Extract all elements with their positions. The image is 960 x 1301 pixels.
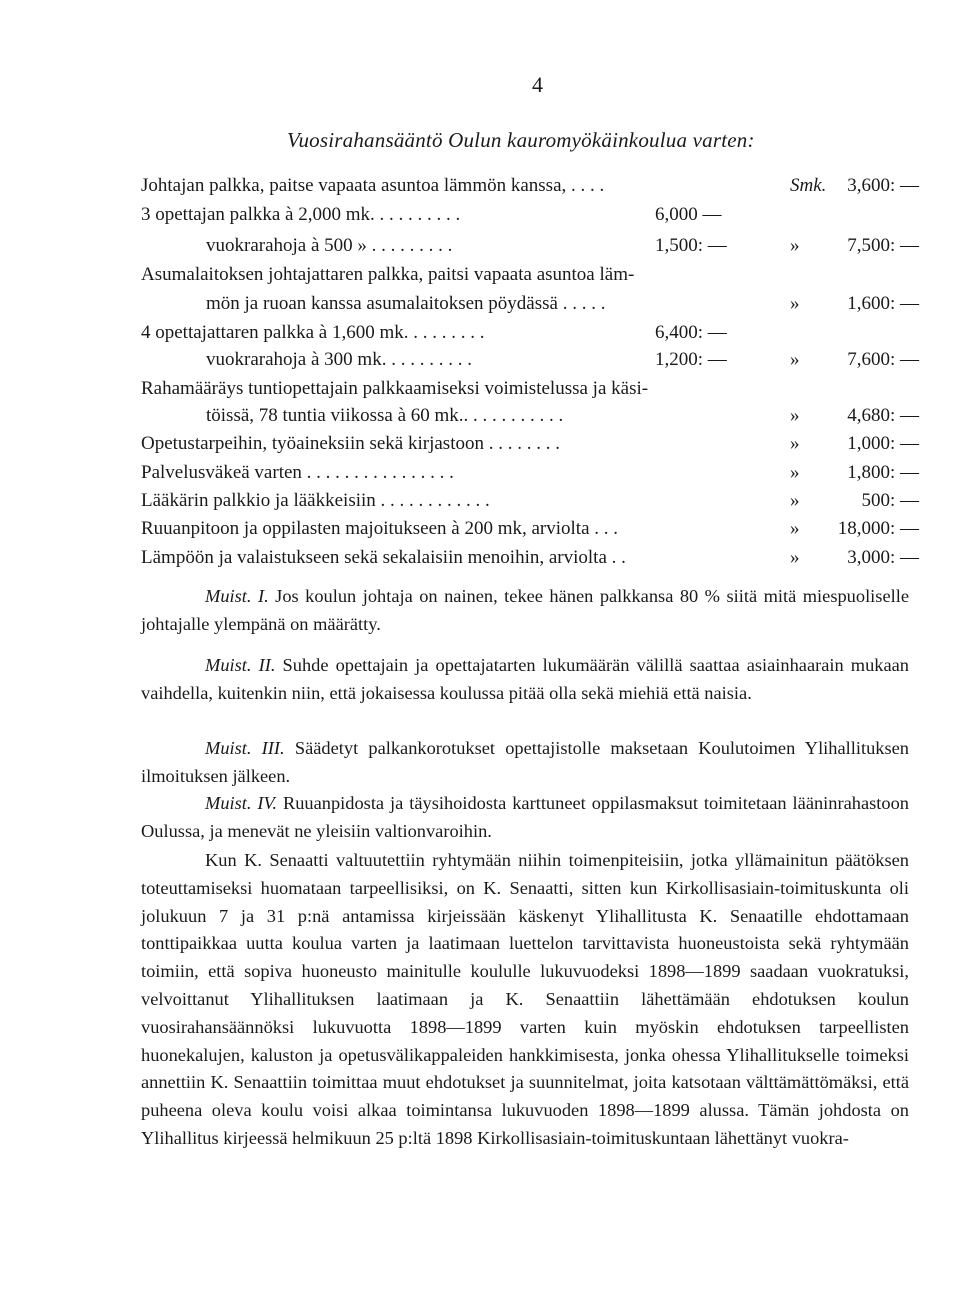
ditto-mark: »: [790, 235, 800, 256]
page-number: 4: [532, 72, 543, 97]
note-2: [141, 652, 909, 708]
note-text: Ruuanpidosta ja täysihoidosta karttuneet oppilasmaksut toimitetaan lääninrahastoon Oulussa, ja menevät ne yleisiin valtionvaroihin.: [141, 793, 909, 841]
note-4: [141, 790, 909, 846]
ditto-mark: »: [790, 293, 800, 314]
budget-line-text: mön ja ruoan kanssa asumalaitoksen pöydässä . . . . .: [206, 293, 606, 314]
budget-amount: 18,000: —: [837, 518, 919, 539]
body-paragraph: [141, 847, 909, 1153]
ditto-mark: »: [790, 349, 800, 370]
budget-amount: 500: —: [861, 490, 919, 511]
note-label: Muist. IV.: [205, 793, 278, 813]
budget-amount: 7,600: —: [847, 349, 919, 370]
budget-subtotal: 6,400: —: [655, 322, 727, 343]
budget-subtotal: 1,500: —: [655, 235, 727, 256]
budget-line-text: vuokrarahoja à 300 mk. . . . . . . . . .: [206, 349, 472, 370]
note-label: Muist. I.: [205, 586, 269, 606]
budget-line-text: Rahamääräys tuntiopettajain palkkaamiseksi voimistelussa ja käsi-: [141, 378, 649, 399]
body-text: Kun K. Senaatti valtuutettiin ryhtymään niihin toimenpiteisiin, jotka yllämainitun päätöksen toteuttamiseksi huomataan tarpeellisiksi, on K. Senaatti, sitten kun Kirkollisasiain-toimituskunta oli jolukuun 7 ja 31 p:nä antamissa kirjeissään käskenyt Ylihallitusta K. Senaatille ehdottamaan tonttipaikkaa uutta koulua varten ja laatimaan luettelon tarvittavista huoneustoista sekä ryhtymään toimiin, että sopiva huoneusto mainitulle koululle lukuvuodeksi 1898—1899 saadaan vuokratuksi, velvoittanut Ylihallituksen laatimaan ja K. Senaattiin lähettämään ehdotuksen koulun vuosirahansäännöksi lukuvuotta 1898—1899 varten kuin myöskin ehdotuksen tarpeellisten huonekalujen, kaluston ja opetusvälikappaleiden hankkimisesta, jonka ohessa Ylihallitukselle toimeksi annettiin K. Senaattiin toimittaa muut ehdotukset ja suunnitelmat, joita katsotaan välttämättömäksi, että puheena oleva koulu voisi alkaa toimintansa lukuvuoden 1898—1899 alussa. Tämän johdosta on Ylihallitus kirjeessä helmikuun 25 p:ltä 1898 Kirkollisasiain-toimituskuntaan lähettänyt vuokra-: [141, 850, 909, 1148]
note-label: Muist. II.: [205, 655, 276, 675]
budget-line-text: Asumalaitoksen johtajattaren palkka, paitsi vapaata asuntoa läm-: [141, 264, 635, 285]
note-label: Muist. III.: [205, 738, 285, 758]
currency-mark: Smk.: [790, 175, 827, 196]
budget-line-text: Opetustarpeihin, työaineksiin sekä kirjastoon . . . . . . . .: [141, 433, 560, 454]
note-text: Suhde opettajain ja opettajatarten lukumäärän välillä saattaa asiainhaarain mukaan vaihdella, kuitenkin niin, että jokaisessa koulussa pitää olla sekä miehiä että naisia.: [141, 655, 909, 703]
budget-amount: 1,600: —: [847, 293, 919, 314]
budget-line-text: vuokrarahoja à 500 » . . . . . . . . .: [206, 235, 453, 256]
budget-amount: 3,600: —: [847, 175, 919, 196]
budget-subtotal: 6,000 —: [655, 204, 722, 225]
budget-amount: 1,000: —: [847, 433, 919, 454]
note-text: Jos koulun johtaja on nainen, tekee hänen palkkansa 80 % siitä mitä miespuoliselle johtajalle ylempänä on määrätty.: [141, 586, 909, 634]
budget-line-text: 4 opettajattaren palkka à 1,600 mk. . . . . . . . .: [141, 322, 485, 343]
ditto-mark: »: [790, 462, 800, 483]
note-text: Säädetyt palkankorotukset opettajistolle maksetaan Koulutoimen Ylihallituksen ilmoituksen jälkeen.: [141, 738, 909, 786]
note-3: [141, 735, 909, 791]
budget-line-text: töissä, 78 tuntia viikossa à 60 mk.. . . . . . . . . . .: [206, 405, 564, 426]
note-1: [141, 583, 909, 639]
budget-amount: 7,500: —: [847, 235, 919, 256]
budget-line-text: Johtajan palkka, paitse vapaata asuntoa lämmön kanssa, . . . .: [141, 175, 605, 196]
budget-line-text: Lämpöön ja valaistukseen sekä sekalaisiin menoihin, arviolta . .: [141, 547, 626, 568]
ditto-mark: »: [790, 490, 800, 511]
budget-subtotal: 1,200: —: [655, 349, 727, 370]
budget-amount: 1,800: —: [847, 462, 919, 483]
budget-title: Vuosirahansääntö Oulun kauromyökäinkoulua varten:: [287, 128, 755, 152]
ditto-mark: »: [790, 433, 800, 454]
budget-amount: 4,680: —: [847, 405, 919, 426]
budget-line-text: Palvelusväkeä varten . . . . . . . . . . . . . . . .: [141, 462, 454, 483]
ditto-mark: »: [790, 547, 800, 568]
budget-amount: 3,000: —: [847, 547, 919, 568]
budget-line-text: Ruuanpitoon ja oppilasten majoitukseen à 200 mk, arviolta . . .: [141, 518, 619, 539]
ditto-mark: »: [790, 405, 800, 426]
budget-line-text: 3 opettajan palkka à 2,000 mk. . . . . . . . . .: [141, 204, 461, 225]
ditto-mark: »: [790, 518, 800, 539]
budget-line-text: Lääkärin palkkio ja lääkkeisiin . . . . . . . . . . . .: [141, 490, 490, 511]
